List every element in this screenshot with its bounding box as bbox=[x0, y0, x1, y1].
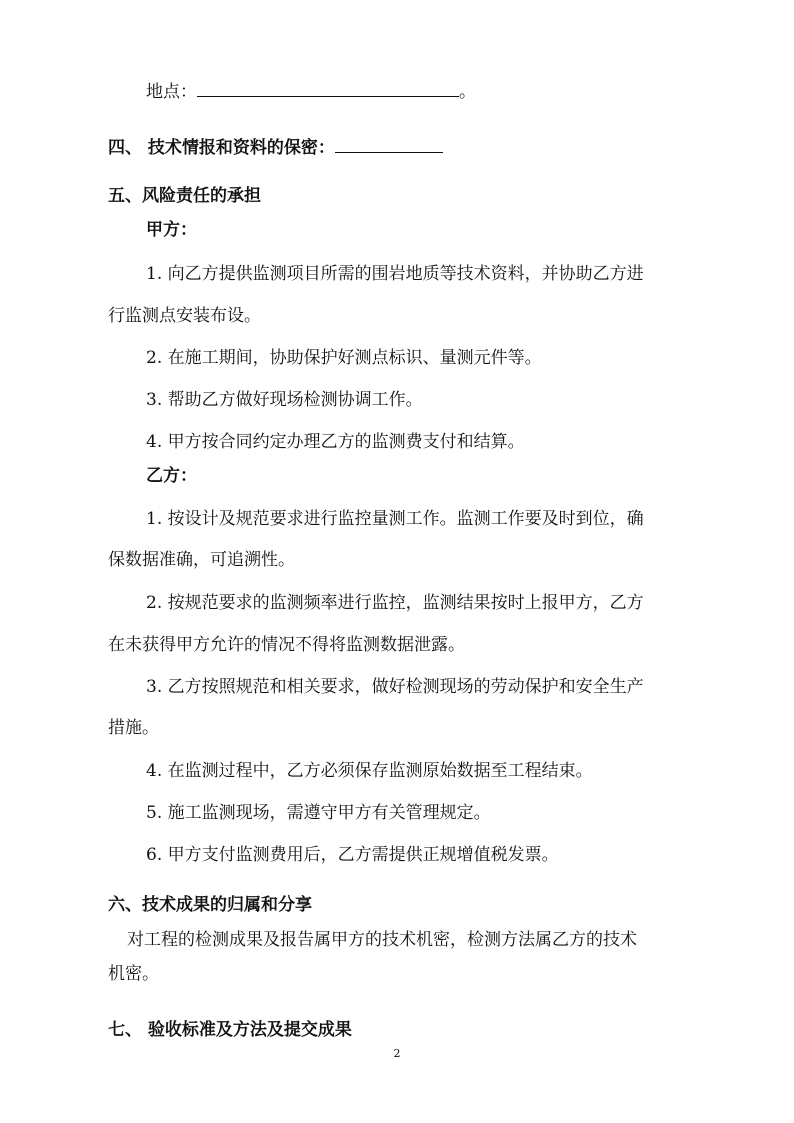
section-7-heading: 七、 验收标准及方法及提交成果 bbox=[108, 1020, 352, 1040]
section-4-blank bbox=[335, 134, 443, 153]
page-number: 2 bbox=[393, 1047, 401, 1060]
party-a-item-1: 1. 向乙方提供监测项目所需的围岩地质等技术资料，并协助乙方进 bbox=[146, 264, 644, 284]
location-blank bbox=[197, 78, 459, 97]
party-b-item-1-cont: 保数据准确，可追溯性。 bbox=[108, 550, 295, 570]
location-suffix: 。 bbox=[459, 82, 476, 102]
party-b-item-6: 6. 甲方支付监测费用后，乙方需提供正规增值税发票。 bbox=[146, 845, 559, 865]
section-6-paragraph-cont: 机密。 bbox=[108, 964, 159, 984]
section-5-heading: 五、风险责任的承担 bbox=[108, 186, 261, 206]
party-a-label: 甲方： bbox=[146, 220, 197, 240]
party-b-item-3: 3. 乙方按照规范和相关要求，做好检测现场的劳动保护和安全生产 bbox=[146, 677, 644, 697]
location-line bbox=[146, 78, 476, 104]
party-b-item-2: 2. 按规范要求的监测频率进行监控，监测结果按时上报甲方，乙方 bbox=[146, 593, 644, 613]
party-b-item-4: 4. 在监测过程中，乙方必须保存监测原始数据至工程结束。 bbox=[146, 761, 593, 781]
section-6-heading: 六、技术成果的归属和分享 bbox=[108, 895, 312, 915]
section-4-heading bbox=[108, 134, 443, 160]
section-4-title: 四、 技术情报和资料的保密： bbox=[108, 138, 335, 158]
party-b-item-3-cont: 措施。 bbox=[108, 718, 159, 738]
party-b-item-5: 5. 施工监测现场，需遵守甲方有关管理规定。 bbox=[146, 803, 491, 823]
party-a-item-1-cont: 行监测点安装布设。 bbox=[108, 306, 261, 326]
section-6-paragraph: 对工程的检测成果及报告属甲方的技术机密，检测方法属乙方的技术 bbox=[127, 930, 637, 950]
party-a-item-4: 4. 甲方按合同约定办理乙方的监测费支付和结算。 bbox=[146, 432, 525, 452]
party-b-item-1: 1. 按设计及规范要求进行监控量测工作。监测工作要及时到位，确 bbox=[146, 509, 644, 529]
location-label: 地点： bbox=[146, 82, 197, 102]
party-a-item-3: 3. 帮助乙方做好现场检测协调工作。 bbox=[146, 390, 423, 410]
party-b-item-2-cont: 在未获得甲方允许的情况不得将监测数据泄露。 bbox=[108, 635, 465, 655]
party-a-item-2: 2. 在施工期间，协助保护好测点标识、量测元件等。 bbox=[146, 348, 542, 368]
party-b-label: 乙方： bbox=[146, 466, 197, 486]
